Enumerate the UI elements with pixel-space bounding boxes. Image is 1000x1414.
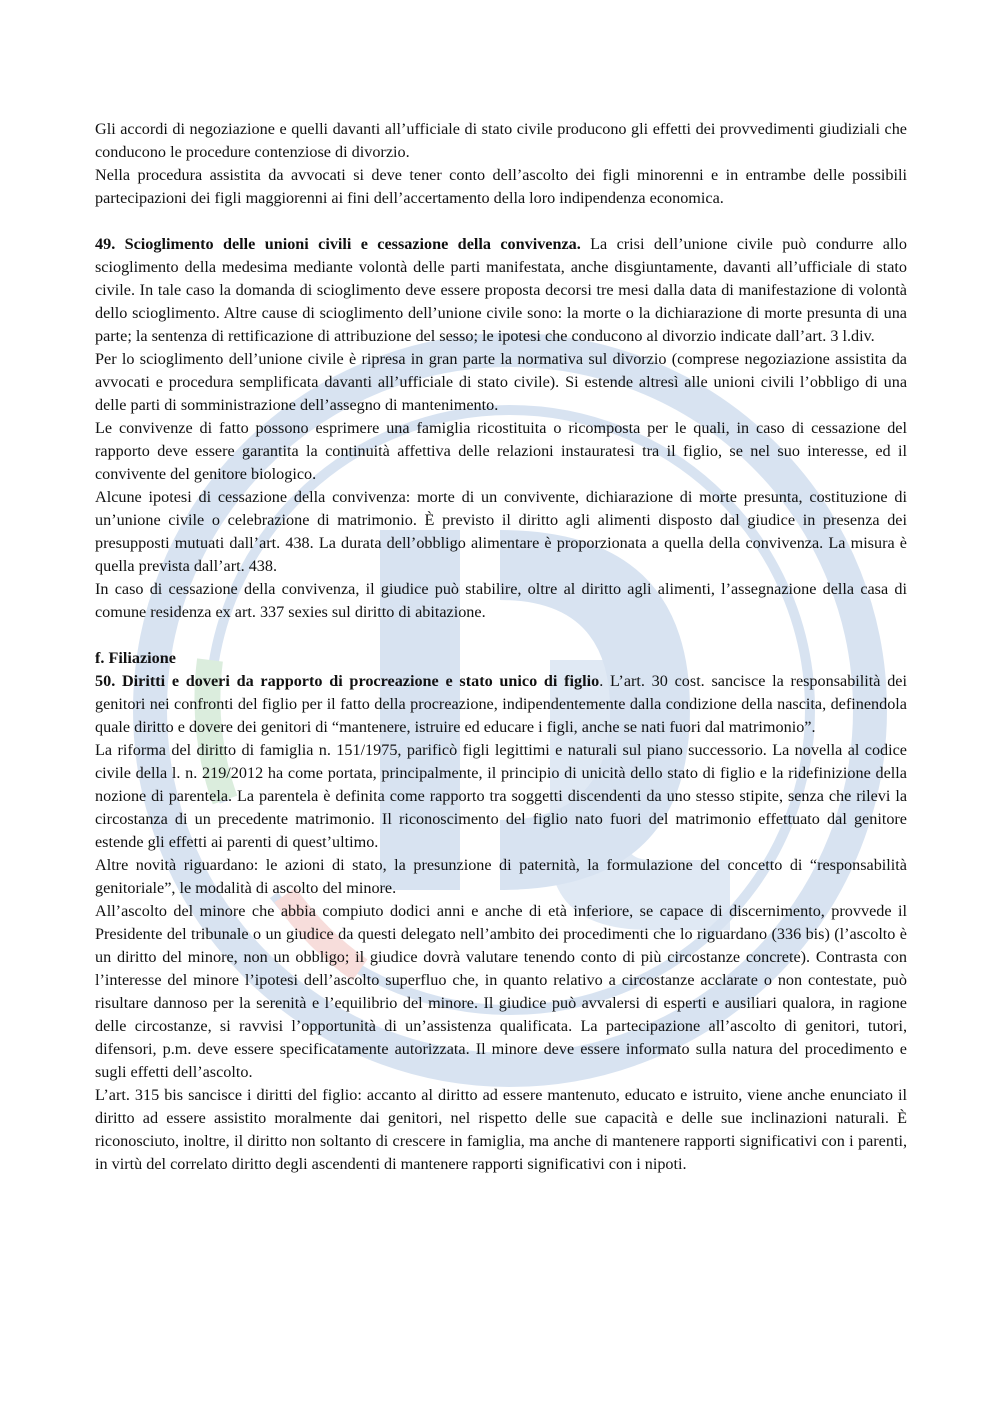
section-49-paragraph-1-text: La crisi dell’unione civile può condurre allo scioglimento della medesima mediante volontà delle parti manifestata, anche disgiuntamente, davanti all’ufficiale di stato civile. In tale caso la domanda di scioglimento deve essere proposta decorsi tre mesi dalla data di manifestazione di volontà dello scioglimento. Altre cause di scioglimento dell’unione civile sono: la morte o la dichiarazione di morte presunta di una parte; la sentenza di rettificazione di attribuzione del sesso; le ipotesi che conducono al divorzio indicate dall’art. 3 l.div. (95, 235, 907, 345)
paragraph-spacer (95, 624, 907, 647)
paragraph-intro-2: Nella procedura assistita da avvocati si deve tener conto dell’ascolto dei figli minorenni e in entrambe delle possibili partecipazioni dei figli maggiorenni ai fini dell’accertamento della loro indipendenza economica. (95, 166, 907, 207)
paragraph-spacer (95, 210, 907, 233)
section-50-paragraph-4: All’ascolto del minore che abbia compiuto dodici anni e anche di età inferiore, se capace di discernimento, provvede il Presidente del tribunale o un giudice da questi delegato nell’ambito dei procedimenti che lo riguardano (336 bis) (l’ascolto è un diritto del minore, non un obbligo; il giudice dovrà valutare tenendo conto di più circostanze concrete). Contrasta con l’interesse del minore l’ipotesi dell’ascolto superfluo che, in quanto relativo a circostanze acclarate o non contestate, può risultare dannoso per la serenità e l’equilibrio del minore. Il giudice può avvalersi di esperti e ausiliari qualora, in ragione delle circostanze, si ravvisi l’opportunità di un’assistenza qualificata. La partecipazione all’ascolto di genitori, tutori, difensori, p.m. deve essere specificatamente autorizzata. Il minore deve essere informato sulla natura del procedimento e sugli effetti dell’ascolto. (95, 902, 907, 1081)
paragraph-intro-1: Gli accordi di negoziazione e quelli davanti all’ufficiale di stato civile producono gli effetti dei provvedimenti giudiziali che conducono le procedure contenziose di divorzio. (95, 120, 907, 161)
section-49-paragraph-1 (95, 233, 907, 348)
section-50-paragraph-1-text: . L’art. 30 cost. sancisce la responsabilità dei genitori nei confronti del figlio per il fatto della procreazione, indipendentemente dalla condizione della nascita, definendola quale diritto e dovere dei genitori di “mantenere, istruire ed educare i figli, anche se nati fuori dal matrimonio”. (95, 672, 907, 736)
section-50-paragraph-3: Altre novità riguardano: le azioni di stato, la presunzione di paternità, la formulazione del concetto di “responsabilità genitoriale”, le modalità di ascolto del minore. (95, 856, 907, 897)
section-49-paragraph-3: Le convivenze di fatto possono esprimere una famiglia ricostituita o ricomposta per le quali, in caso di cessazione del rapporto deve essere garantita la continuità affettiva delle relazioni instauratesi tra il figlio, se nel suo interesse, ed il convivente del genitore biologico. (95, 419, 907, 483)
section-49-paragraph-4: Alcune ipotesi di cessazione della convivenza: morte di un convivente, dichiarazione di morte presunta, costituzione di un’unione civile o celebrazione di matrimonio. È previsto il diritto agli alimenti disposto dal giudice in presenza dei presupposti mutuati dall’art. 438. La durata dell’obbligo alimentare è proporzionata a quella della convivenza. La misura è quella prevista dall’art. 438. (95, 488, 907, 575)
section-50-paragraph-2: La riforma del diritto di famiglia n. 151/1975, parificò figli legittimi e naturali sul piano successorio. La novella al codice civile della l. n. 219/2012 ha come portata, principalmente, il principio di unicità dello stato di figlio e la ridefinizione della nozione di parentela. La parentela è definita come rapporto tra soggetti discendenti da uno stesso stipite, senza che rilevi la circostanza di un precedente matrimonio. Il riconoscimento del figlio nato fuori del matrimonio effettuato dal genitore estende gli effetti ai parenti di quest’ultimo. (95, 741, 907, 851)
section-50-paragraph-1 (95, 670, 907, 739)
section-50-paragraph-5: L’art. 315 bis sancisce i diritti del figlio: accanto al diritto ad essere mantenuto, educato e istruito, viene anche enunciato il diritto ad essere assistito moralmente dai genitori, nel rispetto delle sue capacità e delle sue inclinazioni naturali. È riconosciuto, inoltre, il diritto non soltanto di crescere in famiglia, ma anche di mantenere rapporti significativi con i parenti, in virtù del correlato diritto degli ascendenti di mantenere rapporti significativi con i nipoti. (95, 1086, 907, 1173)
section-f-heading: f. Filiazione (95, 649, 176, 667)
section-49-paragraph-5: In caso di cessazione della convivenza, il giudice può stabilire, oltre al diritto agli alimenti, l’assegnazione della casa di comune residenza ex art. 337 sexies sul diritto di abitazione. (95, 580, 907, 621)
document-body (95, 118, 907, 1176)
section-49-heading: 49. Scioglimento delle unioni civili e cessazione della convivenza. (95, 235, 581, 253)
section-49-paragraph-2: Per lo scioglimento dell’unione civile è ripresa in gran parte la normativa sul divorzio (comprese negoziazione assistita da avvocati e procedura semplificata davanti all’ufficiale di stato civile). Si estende altresì alle unioni civili l’obbligo di una delle parti di somministrazione dell’assegno di mantenimento. (95, 350, 907, 414)
section-50-heading: 50. Diritti e doveri da rapporto di procreazione e stato unico di figlio (95, 672, 600, 690)
